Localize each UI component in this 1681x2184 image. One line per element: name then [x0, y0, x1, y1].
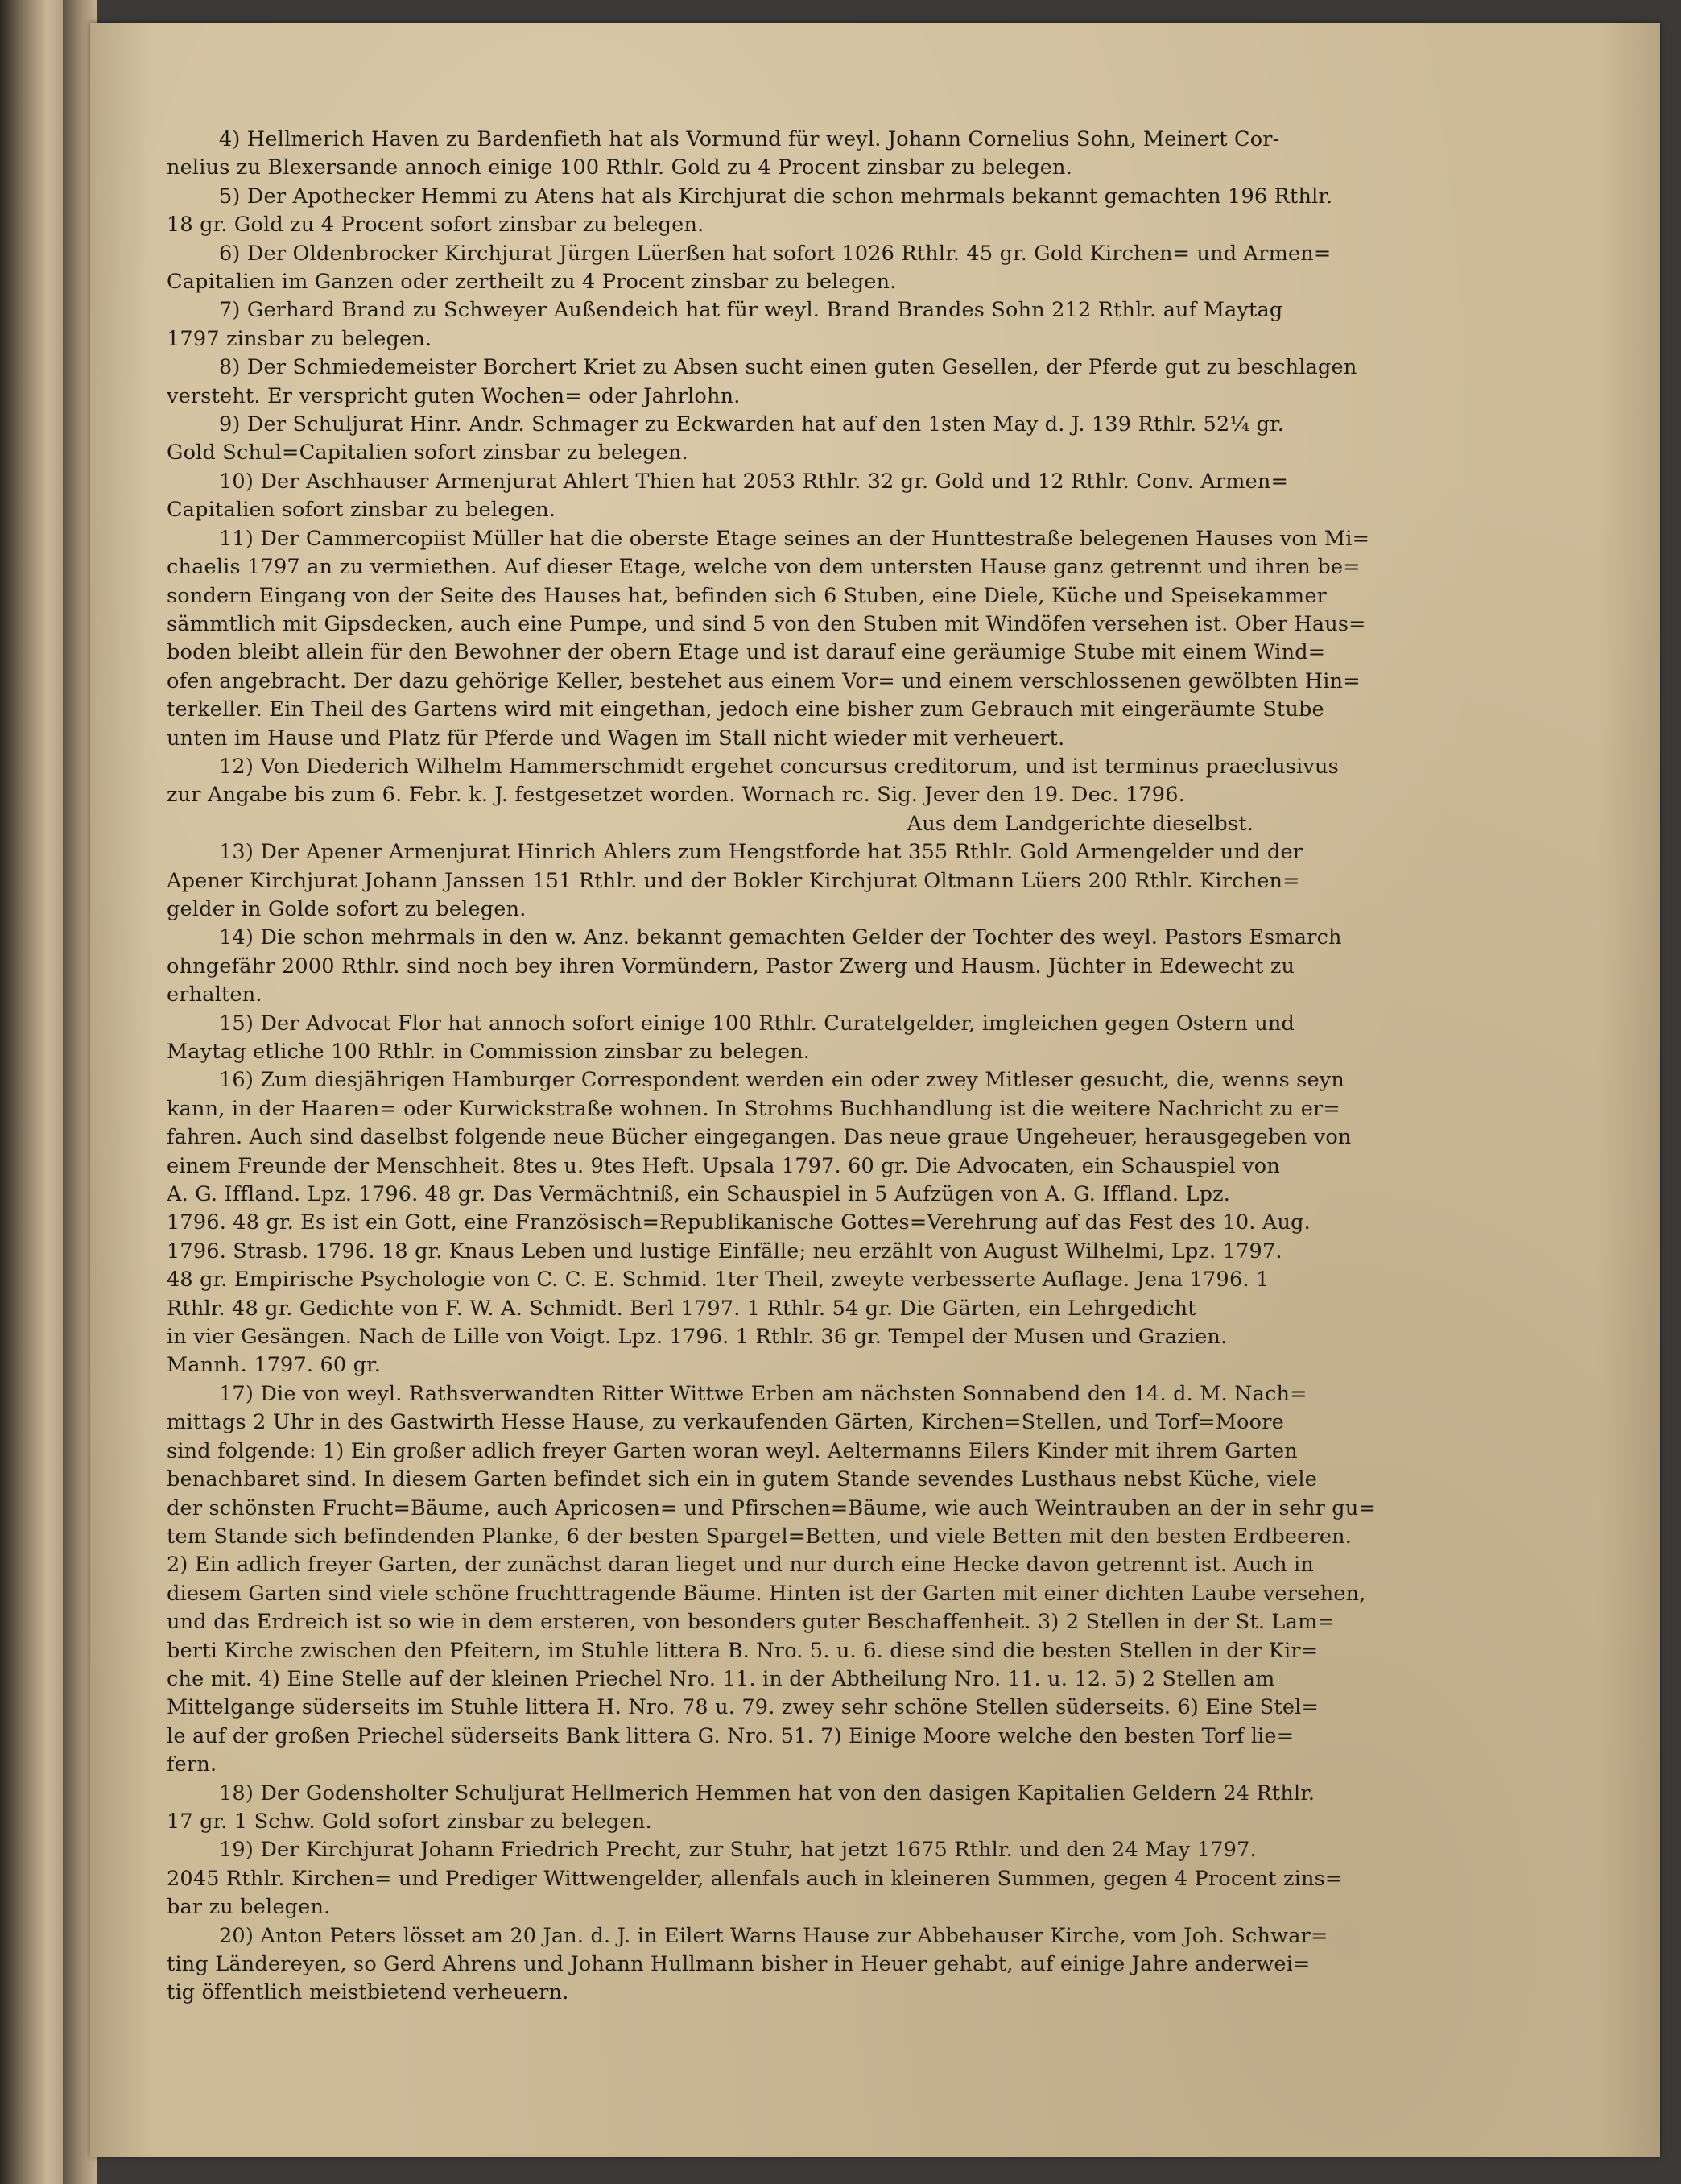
- notice-line: le auf der großen Priechel süderseits Bank littera G. Nro. 51. 7) Einige Moore welche den besten Torf lie=: [167, 1723, 1295, 1748]
- notice-line: A. G. Iffland. Lpz. 1796. 48 gr. Das Vermächtniß, ein Schauspiel in 5 Aufzügen von A. G. Iffland. Lpz.: [167, 1182, 1231, 1207]
- notice-line: Gold Schul=Capitalien sofort zinsbar zu belegen.: [167, 441, 688, 465]
- notice-line: benachbaret sind. In diesem Garten befindet sich ein in gutem Stande sevendes Lusthaus nebst Küche, viele: [167, 1467, 1318, 1492]
- notice-9: [167, 411, 1608, 468]
- notice-line: fahren. Auch sind daselbst folgende neue Bücher eingegangen. Das neue graue Ungeheuer, herausgegeben von: [167, 1125, 1352, 1150]
- notice-8: [167, 354, 1608, 411]
- notice-19: [167, 1836, 1608, 1921]
- notice-line: 8) Der Schmiedemeister Borchert Kriet zu Absen sucht einen guten Gesellen, der Pferde gut zu beschlagen: [219, 355, 1357, 380]
- notice-line: bar zu belegen.: [167, 1895, 331, 1920]
- notice-line: Capitalien sofort zinsbar zu belegen.: [167, 498, 556, 523]
- notice-5: [167, 183, 1608, 240]
- notice-line: diesem Garten sind viele schöne fruchttragende Bäume. Hinten ist der Garten mit einer dichten Laube versehen,: [167, 1581, 1366, 1606]
- notice-line: ofen angebracht. Der dazu gehörige Keller, bestehet aus einem Vor= und einem verschlossenen gewölbten Hin=: [167, 668, 1361, 693]
- notice-line: Mannh. 1797. 60 gr.: [167, 1353, 382, 1378]
- notice-line: 15) Der Advocat Flor hat annoch sofort einige 100 Rthlr. Curatelgelder, imgleichen gegen Ostern und: [219, 1011, 1295, 1036]
- notice-line: tem Stande sich befindenden Planke, 6 der besten Spargel=Betten, und viele Betten mit den besten Erdbeeren.: [167, 1524, 1353, 1549]
- notice-line: berti Kirche zwischen den Pfeitern, im Stuhle littera B. Nro. 5. u. 6. diese sind die besten Stellen in der Kir=: [167, 1638, 1319, 1663]
- notice-line: gelder in Golde sofort zu belegen.: [167, 896, 527, 921]
- notice-line: Rthlr. 48 gr. Gedichte von F. W. A. Schmidt. Berl 1797. 1 Rthlr. 54 gr. Die Gärten, ein Lehrgedicht: [167, 1296, 1196, 1321]
- notice-7: [167, 296, 1608, 354]
- notice-line: 48 gr. Empirische Psychologie von C. C. E. Schmid. 1ter Theil, zweyte verbesserte Auflage. Jena 1796. 1: [167, 1268, 1270, 1293]
- notice-6: [167, 240, 1608, 297]
- notice-line: 17) Die von weyl. Rathsverwandten Ritter Wittwe Erben am nächsten Sonnabend den 14. d. M. Nach=: [219, 1381, 1307, 1406]
- notice-line: und das Erdreich ist so wie in dem ersteren, von besonders guter Beschaffenheit. 3) 2 Stellen in der St. Lam=: [167, 1610, 1335, 1635]
- notice-line: Mittelgange süderseits im Stuhle littera H. Nro. 78 u. 79. zwey sehr schöne Stellen süderseits. 6) Eine Stel=: [167, 1695, 1320, 1720]
- notice-line: tig öffentlich meistbietend verheuern.: [167, 1980, 569, 2005]
- notice-line: terkeller. Ein Theil des Gartens wird mit eingethan, jedoch eine bisher zum Gebrauch mit eingeräumte Stube: [167, 697, 1324, 722]
- notice-line: 6) Der Oldenbrocker Kirchjurat Jürgen Lüerßen hat sofort 1026 Rthlr. 45 gr. Gold Kirchen= und Armen=: [219, 241, 1332, 266]
- notice-20: [167, 1922, 1608, 2008]
- notice-line: Apener Kirchjurat Johann Janssen 151 Rthlr. und der Bokler Kirchjurat Oltmann Lüers 200 Rthlr. Kirchen=: [167, 868, 1300, 893]
- notice-line: 4) Hellmerich Haven zu Bardenfieth hat als Vormund für weyl. Johann Cornelius Sohn, Meinert Cor-: [219, 127, 1280, 151]
- notice-11: [167, 525, 1608, 753]
- notice-line: chaelis 1797 an zu vermiethen. Auf dieser Etage, welche von dem untersten Hause ganz getrennt und ihren be=: [167, 555, 1361, 580]
- notice-line: 13) Der Apener Armenjurat Hinrich Ahlers zum Hengstforde hat 355 Rthlr. Gold Armengelder und der: [219, 840, 1303, 865]
- notice-16: [167, 1066, 1608, 1379]
- notice-line: 10) Der Aschhauser Armenjurat Ahlert Thien hat 2053 Rthlr. 32 gr. Gold und 12 Rthlr. Conv. Armen=: [219, 469, 1289, 494]
- notice-line: 7) Gerhard Brand zu Schweyer Außendeich hat für weyl. Brand Brandes Sohn 212 Rthlr. auf Maytag: [219, 298, 1283, 323]
- notice-line: che mit. 4) Eine Stelle auf der kleinen Priechel Nro. 11. in der Abtheilung Nro. 11. u. 12. 5) 2 Stellen am: [167, 1666, 1275, 1691]
- notice-line: versteht. Er verspricht guten Wochen= oder Jahrlohn.: [167, 383, 741, 408]
- source-note: Aus dem Landgerichte dieselbst.: [907, 811, 1254, 836]
- notice-line: boden bleibt allein für den Bewohner der obern Etage und ist darauf eine geräumige Stube mit einem Wind=: [167, 640, 1326, 665]
- notices-column: [167, 126, 1608, 2008]
- left-page-edge: [0, 0, 63, 2184]
- notice-line: der schönsten Frucht=Bäume, auch Apricosen= und Pfirschen=Bäume, wie auch Weintrauben an der in sehr gu=: [167, 1495, 1377, 1520]
- notice-line: 12) Von Diederich Wilhelm Hammerschmidt ergehet concursus creditorum, und ist terminus praeclusivus: [219, 754, 1339, 779]
- notice-line: fern.: [167, 1752, 217, 1777]
- notice-line: Capitalien im Ganzen oder zertheilt zu 4 Procent zinsbar zu belegen.: [167, 270, 897, 295]
- notice-line: 18 gr. Gold zu 4 Procent sofort zinsbar zu belegen.: [167, 213, 704, 238]
- notice-line: mittags 2 Uhr in des Gastwirth Hesse Hause, zu verkaufenden Gärten, Kirchen=Stellen, und Torf=Moore: [167, 1410, 1284, 1435]
- notice-line: sind folgende: 1) Ein großer adlich freyer Garten woran weyl. Aeltermanns Eilers Kinder mit ihrem Garten: [167, 1438, 1298, 1463]
- notice-line: nelius zu Blexersande annoch einige 100 Rthlr. Gold zu 4 Procent zinsbar zu belegen.: [167, 155, 1072, 180]
- notice-line: kann, in der Haaren= oder Kurwickstraße wohnen. In Strohms Buchhandlung ist die weitere Nachricht zu er=: [167, 1096, 1340, 1121]
- notice-line: 19) Der Kirchjurat Johann Friedrich Precht, zur Stuhr, hat jetzt 1675 Rthlr. und den 24 May 1797.: [219, 1838, 1257, 1863]
- notice-line: 9) Der Schuljurat Hinr. Andr. Schmager zu Eckwarden hat auf den 1sten May d. J. 139 Rthlr. 52¼ gr.: [219, 412, 1285, 437]
- notice-line: 2045 Rthlr. Kirchen= und Prediger Wittwengelder, allenfals auch in kleineren Summen, gegen 4 Procent zins=: [167, 1866, 1343, 1891]
- notice-line: ting Ländereyen, so Gerd Ahrens und Johann Hullmann bisher in Heuer gehabt, auf einige Jahre anderwei=: [167, 1952, 1311, 1976]
- notice-10: [167, 468, 1608, 525]
- notice-17: [167, 1380, 1608, 1780]
- notice-line: 17 gr. 1 Schw. Gold sofort zinsbar zu belegen.: [167, 1809, 652, 1834]
- notice-line: 1796. Strasb. 1796. 18 gr. Knaus Leben und lustige Einfälle; neu erzählt von August Wilhelmi, Lpz. 1797.: [167, 1239, 1282, 1264]
- notice-line: 2) Ein adlich freyer Garten, der zunächst daran lieget und nur durch eine Hecke davon getrennt ist. Auch in: [167, 1553, 1314, 1578]
- notice-line: in vier Gesängen. Nach de Lille von Voigt. Lpz. 1796. 1 Rthlr. 36 gr. Tempel der Musen und Grazien.: [167, 1325, 1228, 1350]
- notice-line: zur Angabe bis zum 6. Febr. k. J. festgesetzet worden. Wornach rc. Sig. Jever den 19. Dec. 1796.: [167, 783, 1185, 808]
- notice-line: sondern Eingang von der Seite des Hauses hat, befinden sich 6 Stuben, eine Diele, Küche und Speisekammer: [167, 583, 1328, 608]
- notice-15: [167, 1010, 1608, 1067]
- notice-line: unten im Hause und Platz für Pferde und Wagen im Stall nicht wieder mit verheuert.: [167, 726, 1065, 751]
- notice-14: [167, 924, 1608, 1009]
- notice-line: 20) Anton Peters lösset am 20 Jan. d. J. in Eilert Warns Hause zur Abbehauser Kirche, vom Joh. Schwar=: [219, 1923, 1328, 1948]
- notice-4: [167, 126, 1608, 183]
- notice-line: 11) Der Cammercopiist Müller hat die oberste Etage seines an der Hunttestraße belegenen Hauses von Mi=: [219, 526, 1370, 551]
- notice-line: erhalten.: [167, 982, 262, 1007]
- notice-line: 14) Die schon mehrmals in den w. Anz. bekannt gemachten Gelder der Tochter des weyl. Pastors Esmarch: [219, 925, 1342, 950]
- notice-13: [167, 838, 1608, 924]
- notice-18: [167, 1780, 1608, 1837]
- notice-line: 1796. 48 gr. Es ist ein Gott, eine Französisch=Republikanische Gottes=Verehrung auf das Fest des 10. Aug.: [167, 1210, 1311, 1235]
- notice-12: [167, 753, 1608, 810]
- notice-line: 5) Der Apothecker Hemmi zu Atens hat als Kirchjurat die schon mehrmals bekannt gemachten 196 Rthlr.: [219, 184, 1333, 209]
- notice-line: 18) Der Godensholter Schuljurat Hellmerich Hemmen hat von den dasigen Kapitalien Geldern 24 Rthlr.: [219, 1781, 1315, 1806]
- notice-line: einem Freunde der Menschheit. 8tes u. 9tes Heft. Upsala 1797. 60 gr. Die Advocaten, ein Schauspiel von: [167, 1153, 1280, 1178]
- notice-line: Maytag etliche 100 Rthlr. in Commission zinsbar zu belegen.: [167, 1040, 811, 1064]
- notice-line: 1797 zinsbar zu belegen.: [167, 326, 432, 351]
- document-page: [90, 23, 1660, 2157]
- notice-line: ohngefähr 2000 Rthlr. sind noch bey ihren Vormündern, Pastor Zwerg und Hausm. Jüchter in Edewecht zu: [167, 953, 1295, 978]
- notice-line: 16) Zum diesjährigen Hamburger Correspondent werden ein oder zwey Mitleser gesucht, die, wenns seyn: [219, 1068, 1345, 1093]
- notice-line: sämmtlich mit Gipsdecken, auch eine Pumpe, und sind 5 von den Stuben mit Windöfen versehen ist. Ober Haus=: [167, 611, 1366, 636]
